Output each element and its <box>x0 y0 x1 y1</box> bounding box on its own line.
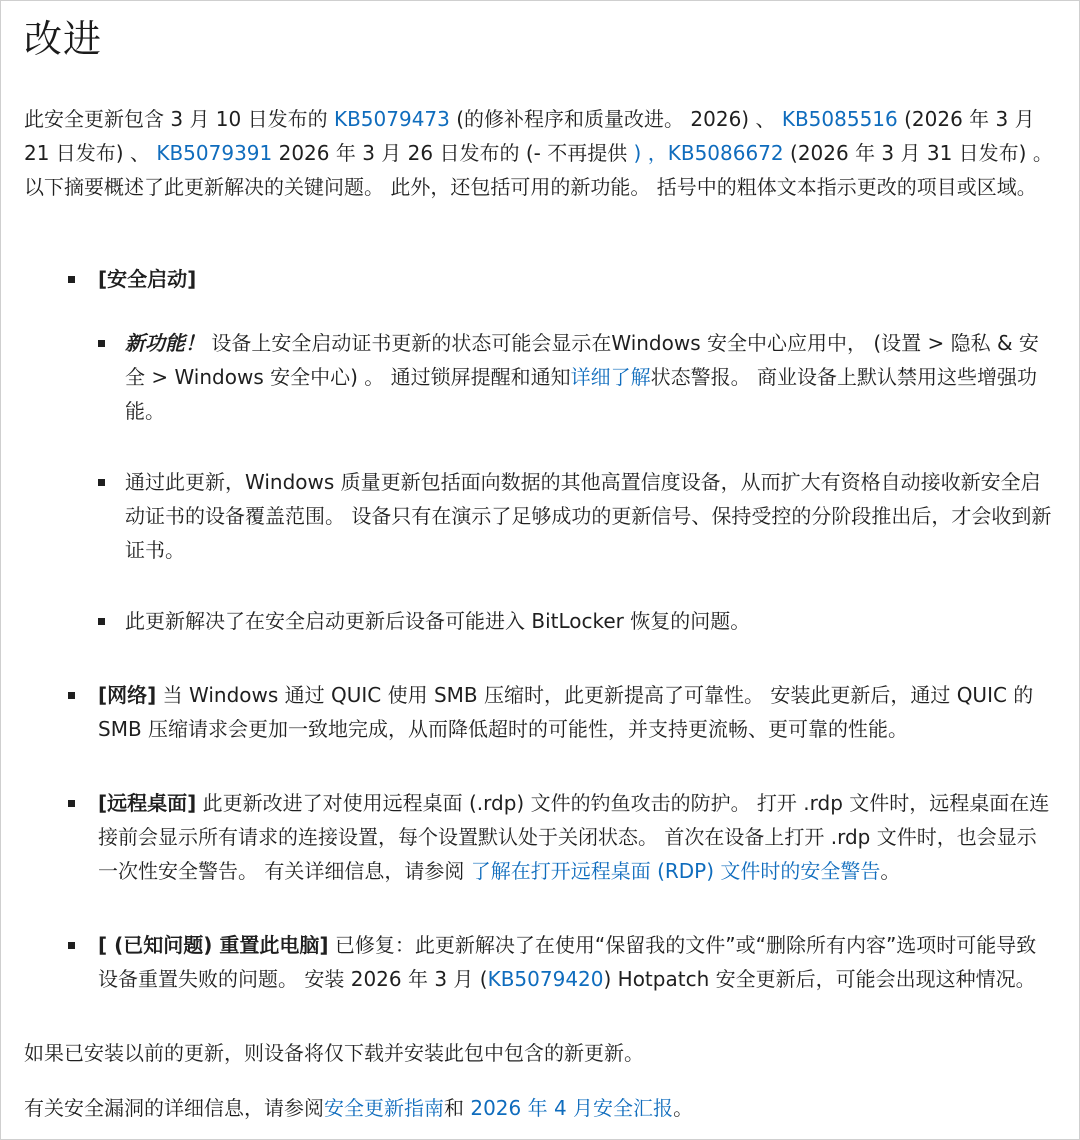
intro-text-4: 2026 年 3 月 26 日发布的 (- 不再提供 <box>272 141 628 165</box>
intro-text-1: 此安全更新包含 3 月 10 日发布的 <box>24 107 334 131</box>
footer2-text-3: 。 <box>673 1096 694 1120</box>
tag-network: [网络] <box>98 683 157 707</box>
list-item-network <box>24 678 1055 746</box>
improvements-list <box>24 262 1055 996</box>
bullet-icon <box>68 692 75 699</box>
sublist-item-new-feature <box>98 326 1055 428</box>
bullet-icon <box>98 479 105 486</box>
bullet-icon <box>98 618 105 625</box>
tag-reset-pc: [ (已知问题) 重置此电脑] <box>98 933 329 957</box>
link-kb5085516[interactable]: KB5085516 <box>781 107 898 131</box>
sub1-text-2: 状态警报。 商业设备上默认禁用这些增强功能。 <box>125 365 1037 423</box>
intro-text-3: (2026 年 3 月 21 日发布) 、 <box>24 107 1035 165</box>
bullet-icon <box>68 942 75 949</box>
reset-text-1: 已修复：此更新解决了在使用“保留我的文件”或“删除所有内容”选项时可能导致设备重置失败的问题。 安装 2026 年 3 月 ( <box>98 933 1037 991</box>
list-item-secure-boot <box>24 262 1055 638</box>
link-kb5079473[interactable]: KB5079473 <box>333 107 450 131</box>
intro-text-5: (2026 年 3 月 31 日发布) 。 以下摘要概述了此更新解决的关键问题。 此外，还包括可用的新功能。 括号中的粗体文本指示更改的项目或区域。 <box>24 141 1053 199</box>
rdp-text: 此更新改进了对使用远程桌面 (.rdp) 文件的钓鱼攻击的防护。 打开 .rdp 文件时，远程桌面在连接前会显示所有请求的连接设置，每个设置默认处于关闭状态。 首次在设备上打开 .rdp 文件时，也会显示一次性安全警告。 有关详细信息，请参阅 <box>98 791 1050 883</box>
link-security-update-guide[interactable]: 安全更新指南 <box>324 1096 444 1120</box>
sub3-text: 此更新解决了在安全启动更新后设备可能进入 BitLocker 恢复的问题。 <box>125 609 751 633</box>
network-text: 当 Windows 通过 QUIC 使用 SMB 压缩时，此更新提高了可靠性。 安装此更新后，通过 QUIC 的 SMB 压缩请求会更加一致地完成，从而降低超时的可能性，并支持更流畅、更可靠的性能。 <box>98 683 1034 741</box>
section-heading: 改进 <box>24 17 103 61</box>
footer-paragraph-1: 如果已安装以前的更新，则设备将仅下载并安装此包中包含的新更新。 <box>24 1041 644 1065</box>
link-paren-separator[interactable]: ) ， <box>627 141 668 165</box>
intro-paragraph <box>24 102 1055 204</box>
rdp-end: 。 <box>880 859 901 883</box>
bullet-icon <box>98 340 105 347</box>
reset-text-2: ) Hotpatch 安全更新后，可能会出现这种情况。 <box>603 967 1036 991</box>
new-feature-label: 新功能！ <box>125 331 205 355</box>
link-kb5079420[interactable]: KB5079420 <box>487 967 604 991</box>
bullet-icon <box>68 276 75 283</box>
sublist-item-bitlocker <box>98 604 1055 638</box>
sub1-text-1: 设备上安全启动证书更新的状态可能会显示在Windows 安全中心应用中， (设置 > 隐私 & 安全 > Windows 安全中心) 。 通过锁屏提醒和通知 <box>125 331 1039 389</box>
footer2-text-2: 和 <box>444 1096 471 1120</box>
link-learn-more[interactable]: 详细了解 <box>570 365 651 389</box>
intro-text-2: (的修补程序和质量改进。 2026) 、 <box>449 107 782 131</box>
tag-secure-boot: [安全启动] <box>98 267 197 291</box>
sublist-item-cert-coverage <box>98 465 1055 567</box>
link-april-security-bulletin[interactable]: 2026 年 4 月安全汇报 <box>470 1096 674 1120</box>
link-rdp-security-warning[interactable]: 了解在打开远程桌面 (RDP) 文件时的安全警告 <box>470 859 881 883</box>
link-kb5079391[interactable]: KB5079391 <box>156 141 273 165</box>
bullet-icon <box>68 800 75 807</box>
link-kb5086672[interactable]: KB5086672 <box>667 141 784 165</box>
list-item-reset-pc <box>24 928 1055 996</box>
footer2-text-1: 有关安全漏洞的详细信息，请参阅 <box>24 1096 324 1120</box>
footer-paragraph-2 <box>24 1091 1055 1125</box>
sub2-text: 通过此更新，Windows 质量更新包括面向数据的其他高置信度设备，从而扩大有资格自动接收新安全启动证书的设备覆盖范围。 设备只有在演示了足够成功的更新信号、保持受控的分阶段推出后，才会收到新证书。 <box>125 470 1052 562</box>
secure-boot-sublist <box>98 326 1055 638</box>
tag-remote-desktop: [远程桌面] <box>98 791 197 815</box>
list-item-remote-desktop <box>24 786 1055 888</box>
